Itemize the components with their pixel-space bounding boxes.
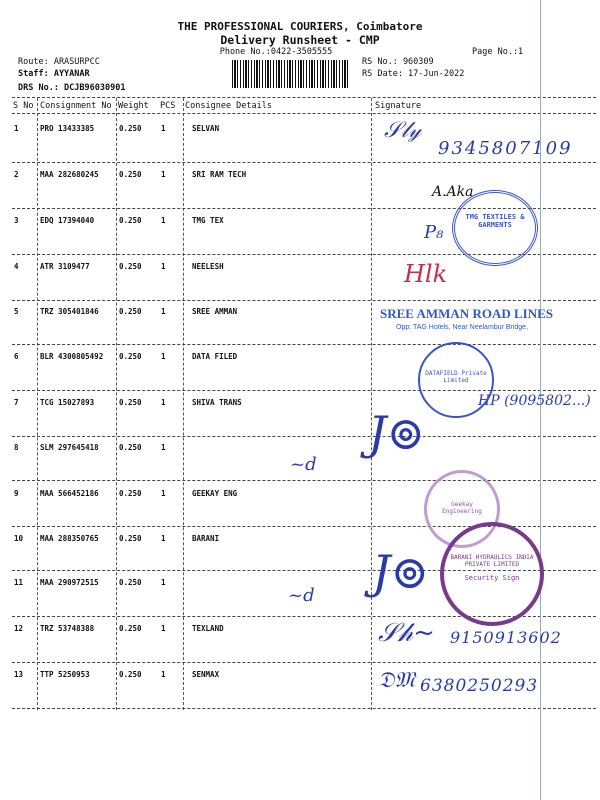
col-pcs: PCS [160, 101, 176, 111]
rs-date: RS Date: 17-Jun-2022 [362, 69, 465, 79]
cell-consignee: TEXLAND [192, 624, 224, 633]
cell-pcs: 1 [161, 307, 166, 316]
page-number: Page No.:1 [472, 47, 524, 57]
cell-consignment: ATR 3109477 [40, 262, 90, 271]
cell-pcs: 1 [161, 352, 166, 361]
stamp-text: SREE AMMAN ROAD LINES [380, 306, 553, 321]
cell-consignee: SREE AMMAN [192, 307, 238, 316]
divider [12, 300, 596, 301]
cell-weight: 0.250 [119, 170, 142, 179]
cell-sno: 1 [14, 124, 19, 133]
divider [12, 708, 596, 709]
table-row [0, 262, 600, 308]
cell-consignment: TRZ 305401846 [40, 307, 99, 316]
stamp-text: Geekay Engineering [442, 501, 482, 515]
handwritten-phone: 9345807109 [438, 138, 573, 159]
phone-number: Phone No.:0422-3505555 [219, 47, 333, 57]
route: Route: ARASURPCC [18, 57, 100, 67]
cell-consignment: SLM 297645418 [40, 443, 99, 452]
stamp-text: Security Sign [464, 574, 520, 582]
cell-weight: 0.250 [119, 124, 142, 133]
handwritten-phone: 9150913602 [450, 628, 562, 647]
cell-sno: 4 [14, 262, 19, 271]
cell-weight: 0.250 [119, 670, 142, 679]
signature-scribble: 𝔇𝔐 [378, 668, 415, 693]
divider [12, 344, 596, 345]
handwritten-phone: 6380250293 [420, 676, 539, 696]
signature-scribble: 𝒮𝓁𝓎 [384, 118, 422, 143]
col-signature: Signature [375, 101, 422, 111]
divider [12, 97, 596, 98]
cell-pcs: 1 [161, 443, 166, 452]
signature-scribble: 𝒮𝒽~ [378, 618, 435, 648]
rs-number: RS No.: 960309 [362, 57, 434, 67]
cell-consignment: TCG 15027893 [40, 398, 95, 407]
cell-weight: 0.250 [119, 352, 142, 361]
cell-sno: 12 [14, 624, 24, 633]
runsheet-title: Delivery Runsheet - CMP [220, 33, 380, 47]
cell-consignment: MAA 282680245 [40, 170, 99, 179]
drs-number: DRS No.: DCJB96030901 [18, 83, 126, 93]
divider [12, 662, 596, 663]
cell-sno: 11 [14, 578, 24, 587]
cell-consignment: MAA 566452186 [40, 489, 99, 498]
divider [12, 113, 596, 114]
stamp-text: DATAFIELD Private Limited [425, 370, 487, 384]
cell-weight: 0.250 [119, 216, 142, 225]
col-weight: Weight [118, 101, 149, 111]
stamp-text: Opp: TAG Hotels, Near Neelambur Bridge, [396, 324, 529, 331]
cell-weight: 0.250 [119, 398, 142, 407]
signature-scribble: J⊚ [368, 406, 425, 460]
cell-weight: 0.250 [119, 534, 142, 543]
stamp-text: TMG TEXTILES & GARMENTS [465, 213, 525, 229]
signature-scribble: ~d [290, 454, 317, 475]
barcode-graphic [232, 60, 348, 88]
cell-consignee: TMG TEX [192, 216, 224, 225]
handwritten-signature: A.Aka [432, 184, 474, 200]
cell-consignee: NEELESH [192, 262, 224, 271]
handwritten-phone: HP (9095802...) [478, 393, 591, 409]
cell-consignee: BARANI [192, 534, 220, 543]
cell-pcs: 1 [161, 624, 166, 633]
staff: Staff: AYYANAR [18, 69, 90, 79]
signature-scribble: P₈ [424, 222, 444, 243]
cell-sno: 7 [14, 398, 19, 407]
cell-pcs: 1 [161, 262, 166, 271]
tmg-stamp [452, 190, 538, 266]
cell-consignment: MAA 288350765 [40, 534, 99, 543]
cell-consignment: MAA 290972515 [40, 578, 99, 587]
cell-consignment: PRO 13433385 [40, 124, 95, 133]
cell-consignment: BLR 4300805492 [40, 352, 104, 361]
cell-pcs: 1 [161, 670, 166, 679]
stamp-text: BARANI HYDRAULICS INDIA PRIVATE LIMITED [450, 554, 534, 568]
cell-sno: 2 [14, 170, 19, 179]
table-row [0, 352, 600, 398]
signature-scribble: ~d [288, 585, 315, 606]
handwritten-signature: Hlk [404, 260, 448, 288]
col-sno: S No [13, 101, 34, 111]
divider [12, 162, 596, 163]
cell-consignee: GEEKAY ENG [192, 489, 238, 498]
cell-pcs: 1 [161, 216, 166, 225]
company-title: THE PROFESSIONAL COURIERS, Coimbatore [177, 20, 423, 33]
cell-weight: 0.250 [119, 624, 142, 633]
cell-consignee: SENMAX [192, 670, 220, 679]
col-consignment: Consignment No [40, 101, 112, 111]
cell-consignment: EDQ 17394040 [40, 216, 95, 225]
cell-consignee: SHIVA TRANS [192, 398, 242, 407]
cell-consignment: TTP 5250953 [40, 670, 90, 679]
cell-pcs: 1 [161, 534, 166, 543]
datafield-stamp [418, 342, 494, 418]
cell-weight: 0.250 [119, 578, 142, 587]
cell-sno: 6 [14, 352, 19, 361]
cell-sno: 8 [14, 443, 19, 452]
cell-weight: 0.250 [119, 307, 142, 316]
cell-weight: 0.250 [119, 489, 142, 498]
cell-sno: 5 [14, 307, 19, 316]
divider [12, 480, 596, 481]
signature-scribble: J⊚ [372, 545, 429, 599]
cell-sno: 10 [14, 534, 24, 543]
cell-sno: 13 [14, 670, 24, 679]
cell-weight: 0.250 [119, 262, 142, 271]
cell-pcs: 1 [161, 489, 166, 498]
divider [12, 390, 596, 391]
cell-weight: 0.250 [119, 443, 142, 452]
cell-consignee: DATA FILED [192, 352, 238, 361]
divider [12, 436, 596, 437]
cell-pcs: 1 [161, 124, 166, 133]
cell-pcs: 1 [161, 398, 166, 407]
barani-stamp [440, 522, 544, 626]
col-consignee: Consignee Details [185, 101, 272, 111]
cell-sno: 3 [14, 216, 19, 225]
cell-consignment: TRZ 53748388 [40, 624, 95, 633]
cell-consignee: SRI RAM TECH [192, 170, 247, 179]
cell-sno: 9 [14, 489, 19, 498]
cell-pcs: 1 [161, 170, 166, 179]
cell-consignee: SELVAN [192, 124, 220, 133]
cell-pcs: 1 [161, 578, 166, 587]
